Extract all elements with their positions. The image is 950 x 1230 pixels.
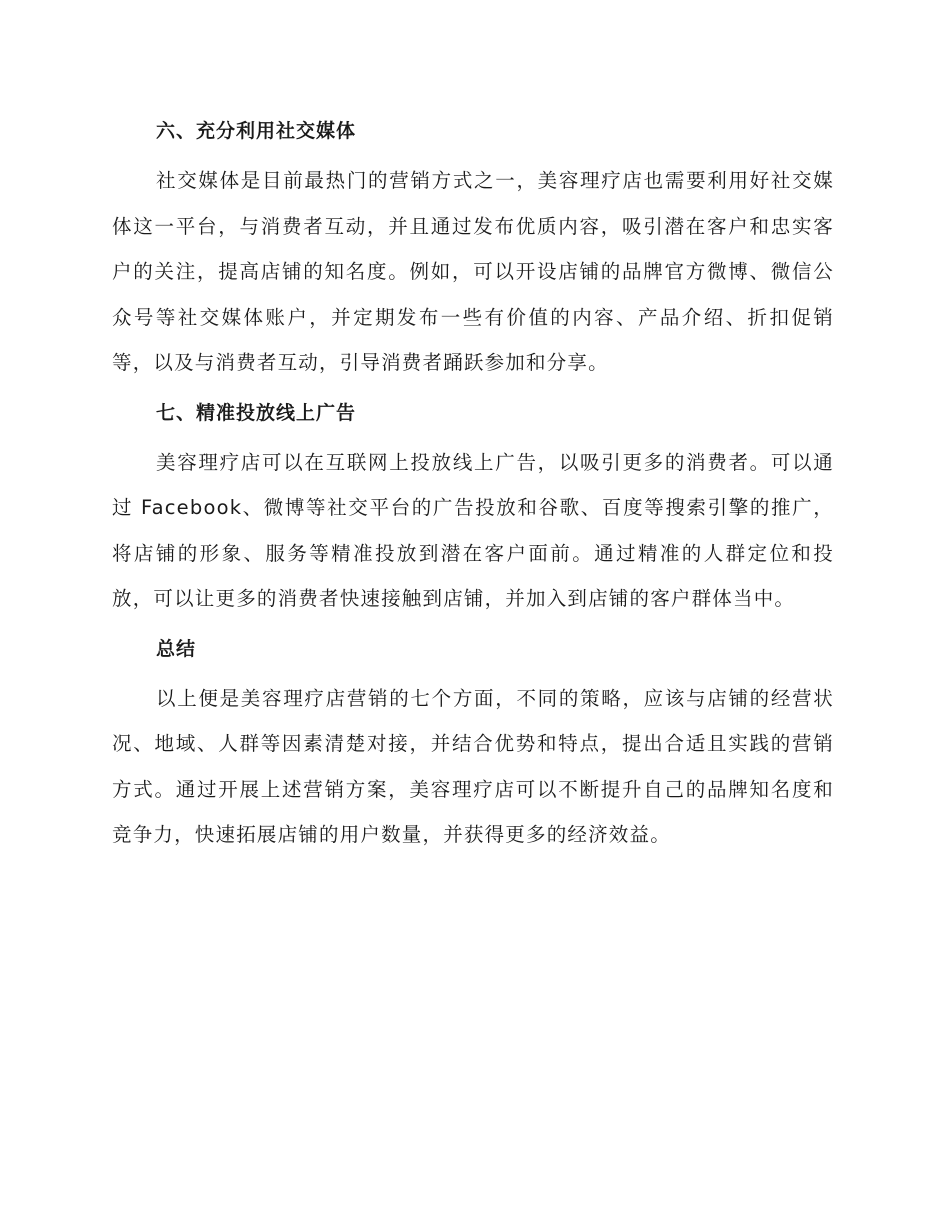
document-body xyxy=(112,108,834,870)
section-paragraph-social-media: 社交媒体是目前最热门的营销方式之一，美容理疗店也需要利用好社交媒体这一平台，与消费者互动，并且通过发布优质内容，吸引潜在客户和忠实客户的关注，提高店铺的知名度。例如，可以开设店铺的品牌官方微博、微信公众号等社交媒体账户，并定期发布一些有价值的内容、产品介绍、折扣促销等，以及与消费者互动，引导消费者踊跃参加和分享。 xyxy=(112,169,834,374)
section-heading-online-ads: 七、精准投放线上广告 xyxy=(156,401,357,424)
section-paragraph-summary: 以上便是美容理疗店营销的七个方面，不同的策略，应该与店铺的经营状况、地域、人群等因素清楚对接，并结合优势和特点，提出合适且实践的营销方式。通过开展上述营销方案，美容理疗店可以不断提升自己的品牌知名度和竞争力，快速拓展店铺的用户数量，并获得更多的经济效益。 xyxy=(112,686,834,846)
section-heading-social-media: 六、充分利用社交媒体 xyxy=(156,120,357,142)
section-heading-summary: 总结 xyxy=(156,637,197,660)
section-paragraph-online-ads: 美容理疗店可以在互联网上投放线上广告，以吸引更多的消费者。可以通过 Facebook、微博等社交平台的广告投放和谷歌、百度等搜索引擎的推广，将店铺的形象、服务等精准投放到潜在客户面前。通过精准的人群定位和投放，可以让更多的消费者快速接触到店铺，并加入到店铺的客户群体当中。 xyxy=(112,450,834,610)
